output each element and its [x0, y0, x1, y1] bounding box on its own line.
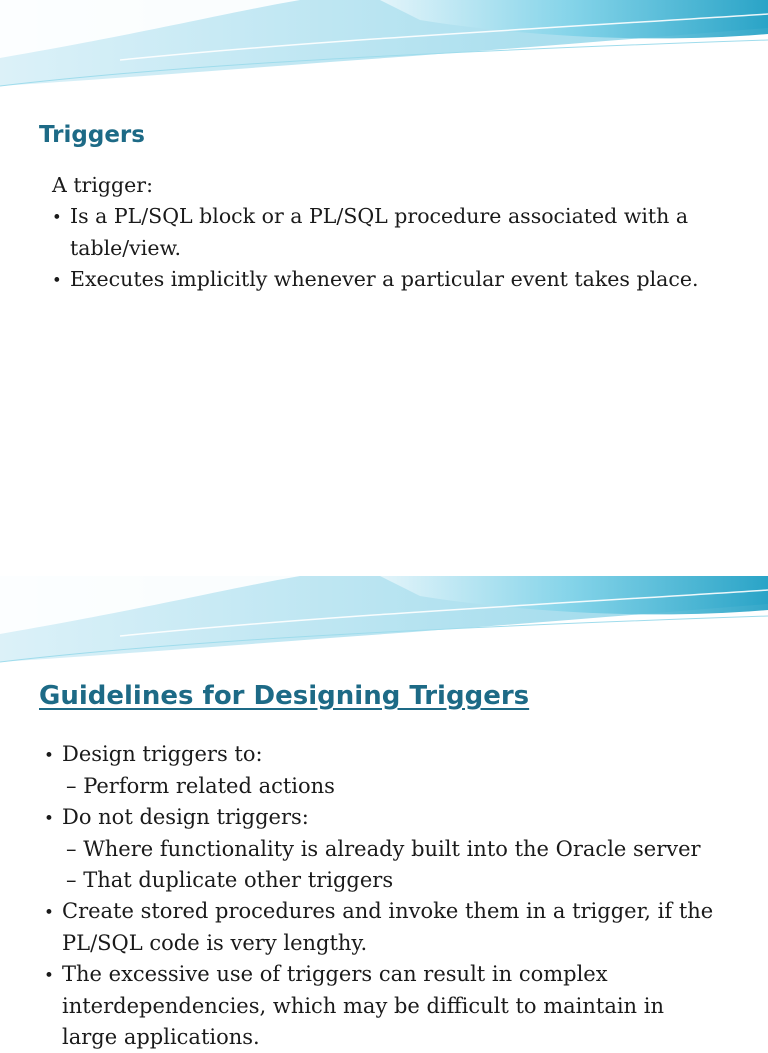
sub-bullet-item: – Perform related actions — [44, 771, 764, 802]
sub-bullet-item: – That duplicate other triggers — [44, 865, 764, 896]
bullet-item: • Do not design triggers: — [44, 802, 764, 834]
bullet-item: • Executes implicitly whenever a particular event takes place. — [52, 264, 752, 296]
sub-bullet-item: – Where functionality is already built into the Oracle server — [44, 834, 764, 865]
slide-guidelines — [0, 576, 768, 1049]
wave-header-decoration — [0, 0, 768, 90]
bullet-item: • Create stored procedures and invoke them in a trigger, if the — [44, 896, 764, 928]
slide-body — [52, 170, 752, 296]
slide-title: Guidelines for Designing Triggers — [39, 681, 530, 711]
bullet-item: • The excessive use of triggers can result in complex — [44, 959, 764, 991]
wave-header-decoration — [0, 576, 768, 666]
bullet-continuation: PL/SQL code is very lengthy. — [62, 931, 368, 955]
bullet-continuation: interdependencies, which may be difficult to maintain in — [62, 994, 664, 1018]
bullet-item: • Is a PL/SQL block or a PL/SQL procedure associated with a — [52, 201, 752, 233]
slide-title: Triggers — [39, 122, 145, 148]
bullet-item: • Design triggers to: — [44, 739, 764, 771]
body-line: A trigger: — [52, 173, 153, 197]
slide-body — [44, 739, 764, 1053]
bullet-continuation: table/view. — [70, 236, 182, 260]
bullet-continuation: large applications. — [62, 1025, 260, 1049]
